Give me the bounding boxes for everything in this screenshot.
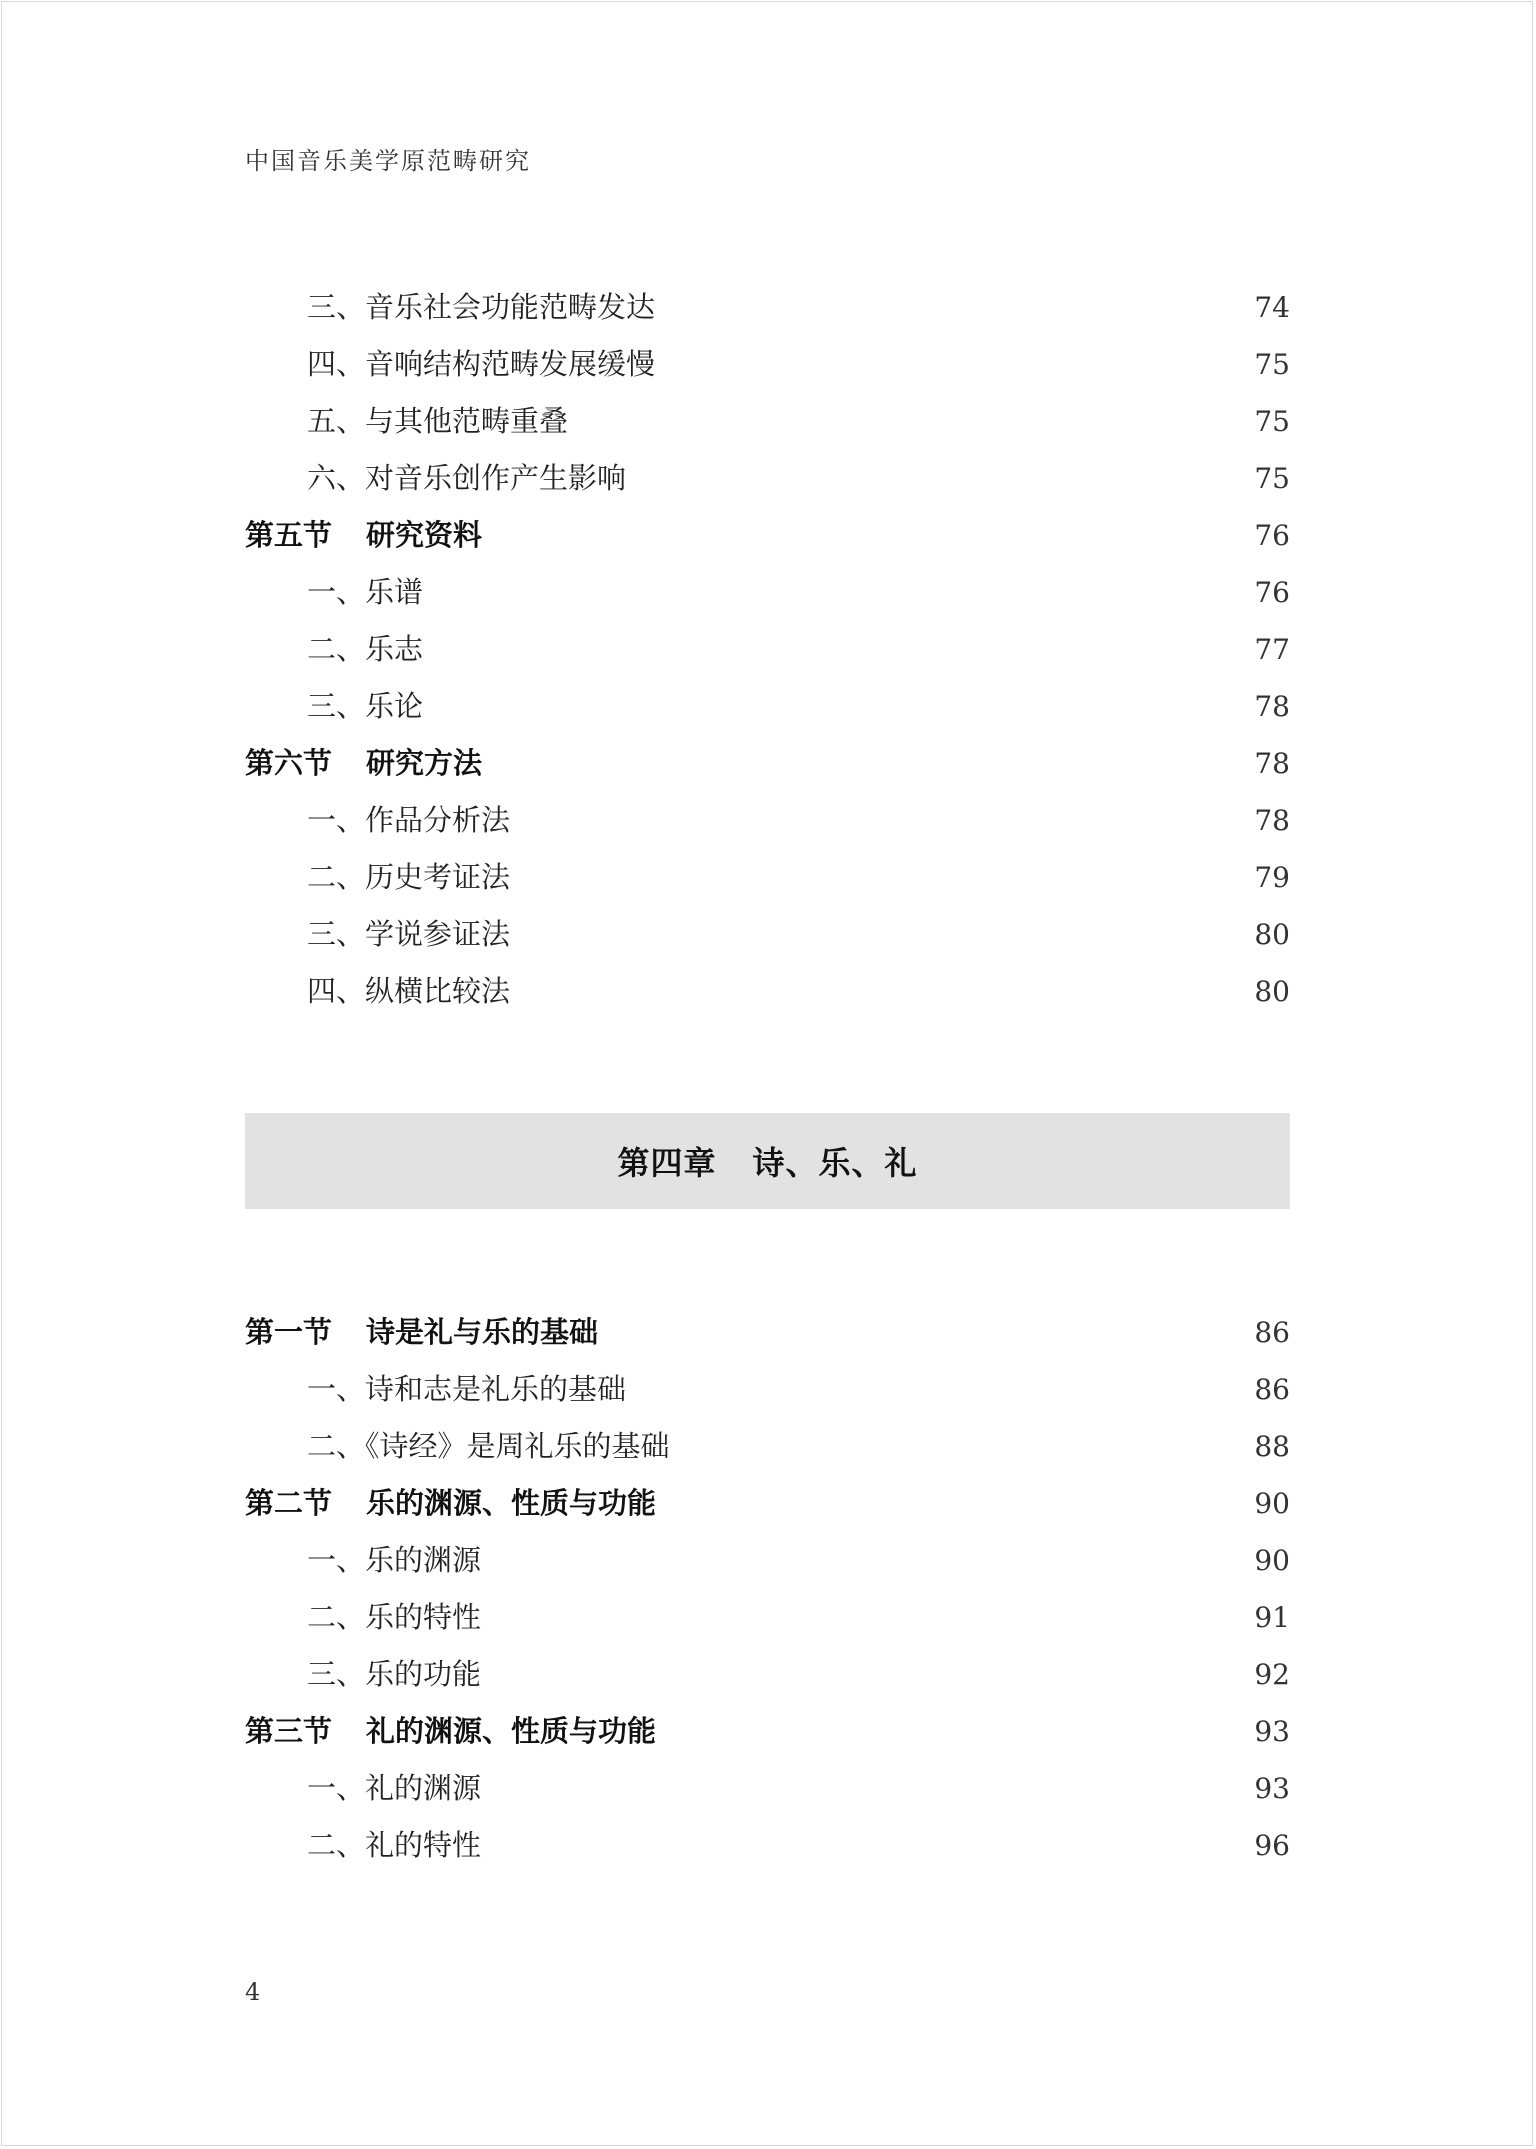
toc-entry-label: 三、学说参证法 (307, 917, 511, 951)
toc-entry-label: 二、乐的特性 (307, 1600, 482, 1634)
toc-entry-label: 二、乐志 (307, 632, 424, 666)
toc-entry-label: 二、《诗经》是周礼乐的基础 (307, 1429, 670, 1463)
toc-subsection-entry (245, 1532, 1290, 1589)
toc-page-number: 75 (1254, 405, 1290, 438)
toc-entry-label: 二、礼的特性 (307, 1828, 482, 1862)
toc-entry-label: 六、对音乐创作产生影响 (307, 461, 627, 495)
toc-section-number: 第二节 (245, 1486, 333, 1520)
toc-entry-label: 四、纵横比较法 (307, 974, 511, 1008)
toc-section-title: 研究方法 (366, 746, 483, 780)
toc-subsection-entry (245, 849, 1290, 906)
toc-top-list (245, 279, 1290, 1020)
toc-page-number: 78 (1254, 690, 1290, 723)
toc-page-number: 75 (1254, 348, 1290, 381)
chapter-banner (245, 1113, 1290, 1209)
toc-subsection-entry (245, 1760, 1290, 1817)
toc-bottom-list (245, 1304, 1290, 1874)
toc-page-number: 74 (1254, 291, 1290, 324)
toc-page-number: 90 (1254, 1487, 1290, 1520)
toc-subsection-entry (245, 393, 1290, 450)
toc-entry-label: 五、与其他范畴重叠 (307, 404, 569, 438)
toc-section-title: 乐的渊源、性质与功能 (366, 1486, 657, 1520)
toc-entry-label: 一、诗和志是礼乐的基础 (307, 1372, 627, 1406)
toc-page-number: 91 (1254, 1601, 1290, 1634)
toc-subsection-entry (245, 564, 1290, 621)
toc-entry-label: 一、乐谱 (307, 575, 424, 609)
toc-entry-label: 三、乐的功能 (307, 1657, 482, 1691)
toc-entry-label: 三、乐论 (307, 689, 424, 723)
page-number: 4 (245, 1978, 261, 2006)
toc-page-number: 86 (1254, 1373, 1290, 1406)
toc-page-number: 78 (1254, 747, 1290, 780)
toc-section-heading (245, 1703, 656, 1760)
toc-section-number: 第六节 (245, 746, 333, 780)
toc-page-number: 79 (1254, 861, 1290, 894)
toc-page-number: 76 (1254, 519, 1290, 552)
toc-subsection-entry (245, 678, 1290, 735)
toc-page-number: 77 (1254, 633, 1290, 666)
toc-section-number: 第一节 (245, 1315, 333, 1349)
toc-page-number: 92 (1254, 1658, 1290, 1691)
toc-page-number: 80 (1254, 975, 1290, 1008)
toc-entry-label: 一、乐的渊源 (307, 1543, 482, 1577)
toc-page-number: 96 (1254, 1829, 1290, 1862)
toc-section-heading (245, 1475, 656, 1532)
toc-subsection-entry (245, 450, 1290, 507)
toc-section-entry (245, 1475, 1290, 1532)
toc-page-number: 88 (1254, 1430, 1290, 1463)
toc-page-number: 78 (1254, 804, 1290, 837)
toc-page-number: 93 (1254, 1772, 1290, 1805)
toc-subsection-entry (245, 963, 1290, 1020)
toc-subsection-entry (245, 1418, 1290, 1475)
toc-section-entry (245, 507, 1290, 564)
toc-section-heading (245, 735, 482, 792)
toc-page-number: 90 (1254, 1544, 1290, 1577)
toc-section-title: 研究资料 (366, 518, 483, 552)
chapter-title: 诗、乐、礼 (752, 1144, 918, 1182)
toc-entry-label: 一、礼的渊源 (307, 1771, 482, 1805)
toc-section-entry (245, 1304, 1290, 1361)
toc-entry-label: 一、作品分析法 (307, 803, 511, 837)
toc-section-heading (245, 507, 482, 564)
toc-page-number: 86 (1254, 1316, 1290, 1349)
toc-section-title: 礼的渊源、性质与功能 (366, 1714, 657, 1748)
toc-subsection-entry (245, 621, 1290, 678)
toc-subsection-entry (245, 336, 1290, 393)
toc-section-title: 诗是礼与乐的基础 (366, 1315, 599, 1349)
toc-subsection-entry (245, 279, 1290, 336)
toc-subsection-entry (245, 1646, 1290, 1703)
toc-subsection-entry (245, 1817, 1290, 1874)
toc-entry-label: 二、历史考证法 (307, 860, 511, 894)
toc-section-number: 第三节 (245, 1714, 333, 1748)
toc-page-number: 76 (1254, 576, 1290, 609)
running-header: 中国音乐美学原范畴研究 (245, 147, 531, 175)
chapter-number: 第四章 (617, 1144, 717, 1182)
toc-page-number: 93 (1254, 1715, 1290, 1748)
toc-entry-label: 三、音乐社会功能范畴发达 (307, 290, 656, 324)
toc-page-number: 75 (1254, 462, 1290, 495)
toc-section-heading (245, 1304, 598, 1361)
toc-subsection-entry (245, 1589, 1290, 1646)
toc-subsection-entry (245, 792, 1290, 849)
toc-entry-label: 四、音响结构范畴发展缓慢 (307, 347, 656, 381)
toc-section-entry (245, 1703, 1290, 1760)
toc-subsection-entry (245, 1361, 1290, 1418)
toc-subsection-entry (245, 906, 1290, 963)
toc-section-entry (245, 735, 1290, 792)
toc-page-number: 80 (1254, 918, 1290, 951)
toc-section-number: 第五节 (245, 518, 333, 552)
